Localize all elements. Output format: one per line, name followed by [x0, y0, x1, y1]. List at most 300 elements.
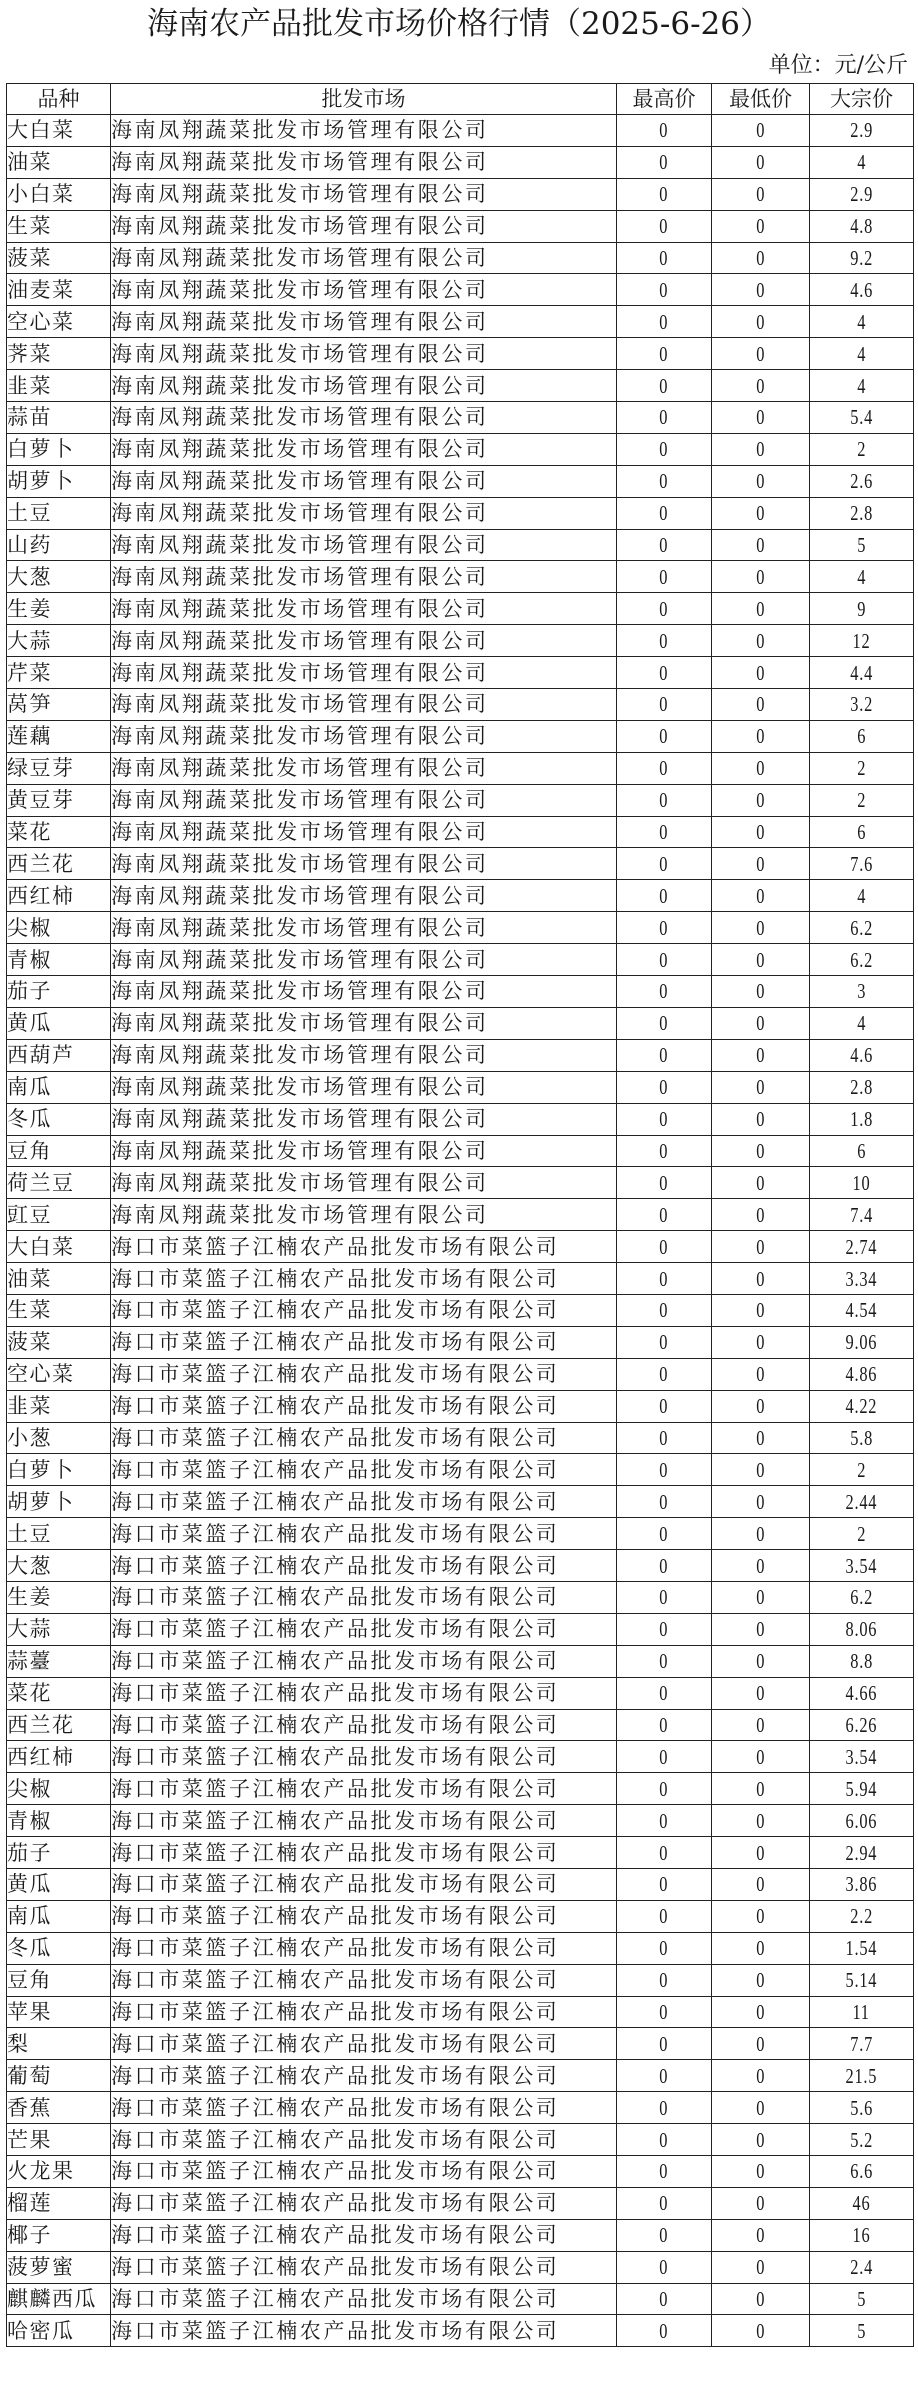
cell-bulk-price: [810, 115, 914, 147]
table-row: [7, 1677, 914, 1709]
high-price-value: 0: [659, 1394, 669, 1419]
low-price-value: 0: [756, 1170, 765, 1195]
low-price-value: 0: [756, 150, 765, 175]
high-price-value: 0: [659, 1330, 669, 1355]
cell-variety: 胡萝卜: [7, 465, 111, 497]
high-price-value: 0: [659, 628, 669, 653]
cell-low-price: [712, 1741, 810, 1773]
table-row: [7, 433, 914, 465]
cell-high-price: [617, 880, 712, 912]
high-price-value: 0: [659, 341, 669, 366]
cell-variety: 西兰花: [7, 1709, 111, 1741]
cell-variety: 火龙果: [7, 2156, 111, 2188]
cell-variety: 菜花: [7, 816, 111, 848]
table-row: [7, 1454, 914, 1486]
cell-variety: 空心菜: [7, 306, 111, 338]
cell-variety: 青椒: [7, 1805, 111, 1837]
cell-variety: 南瓜: [7, 1071, 111, 1103]
low-price-value: 0: [756, 1425, 765, 1450]
table-row: [7, 1996, 914, 2028]
cell-low-price: [712, 1199, 810, 1231]
cell-low-price: [712, 848, 810, 880]
cell-variety: 大葱: [7, 1550, 111, 1582]
cell-market: 海南凤翔蔬菜批发市场管理有限公司: [111, 689, 617, 721]
cell-variety: 黄瓜: [7, 1007, 111, 1039]
cell-variety: 胡萝卜: [7, 1486, 111, 1518]
cell-high-price: [617, 115, 712, 147]
bulk-price-value: 2.94: [845, 1840, 878, 1865]
low-price-value: 0: [756, 1999, 765, 2024]
high-price-value: 0: [659, 2318, 669, 2343]
bulk-price-value: 4: [857, 341, 866, 366]
cell-bulk-price: [810, 1454, 914, 1486]
bulk-price-value: 7.6: [850, 851, 873, 876]
low-price-value: 0: [756, 309, 765, 334]
cell-high-price: [617, 1837, 712, 1869]
table-row: [7, 1007, 914, 1039]
bulk-price-value: 8.06: [845, 1617, 878, 1642]
bulk-price-value: 5.94: [845, 1776, 878, 1801]
cell-variety: 蒜薹: [7, 1645, 111, 1677]
table-row: [7, 689, 914, 721]
low-price-value: 0: [756, 851, 765, 876]
bulk-price-value: 4.66: [845, 1681, 878, 1706]
cell-variety: 榴莲: [7, 2187, 111, 2219]
bulk-price-value: 9: [857, 596, 866, 621]
cell-low-price: [712, 1007, 810, 1039]
bulk-price-value: 16: [852, 2223, 871, 2248]
cell-variety: 冬瓜: [7, 1103, 111, 1135]
high-price-value: 0: [659, 883, 669, 908]
cell-market: 海口市菜篮子江楠农产品批发市场有限公司: [111, 1390, 617, 1422]
low-price-value: 0: [756, 883, 765, 908]
bulk-price-value: 5: [857, 533, 866, 558]
bulk-price-value: 3.2: [850, 692, 873, 717]
cell-high-price: [617, 146, 712, 178]
cell-low-price: [712, 146, 810, 178]
low-price-value: 0: [756, 501, 765, 526]
cell-market: 海南凤翔蔬菜批发市场管理有限公司: [111, 1199, 617, 1231]
bulk-price-value: 4.8: [850, 214, 873, 239]
table-row: [7, 1071, 914, 1103]
cell-variety: 土豆: [7, 1518, 111, 1550]
low-price-value: 0: [756, 1649, 765, 1674]
low-price-value: 0: [756, 1968, 765, 1993]
cell-variety: 荷兰豆: [7, 1167, 111, 1199]
cell-bulk-price: [810, 784, 914, 816]
cell-bulk-price: [810, 1581, 914, 1613]
table-row: [7, 848, 914, 880]
high-price-value: 0: [659, 1043, 669, 1068]
bulk-price-value: 2.2: [850, 1904, 873, 1929]
bulk-price-value: 2: [857, 756, 866, 781]
cell-bulk-price: [810, 657, 914, 689]
cell-bulk-price: [810, 1390, 914, 1422]
cell-low-price: [712, 402, 810, 434]
cell-high-price: [617, 274, 712, 306]
cell-market: 海口市菜篮子江楠农产品批发市场有限公司: [111, 2156, 617, 2188]
cell-low-price: [712, 1326, 810, 1358]
low-price-value: 0: [756, 1585, 765, 1610]
high-price-value: 0: [659, 2095, 669, 2120]
cell-bulk-price: [810, 1550, 914, 1582]
bulk-price-value: 4.22: [845, 1394, 878, 1419]
page-title: 海南农产品批发市场价格行情（2025-6-26）: [146, 6, 771, 42]
low-price-value: 0: [756, 788, 765, 813]
high-price-value: 0: [659, 405, 669, 430]
cell-high-price: [617, 1932, 712, 1964]
high-price-value: 0: [659, 820, 669, 845]
cell-bulk-price: [810, 1805, 914, 1837]
cell-bulk-price: [810, 402, 914, 434]
bulk-price-value: 4: [857, 1011, 866, 1036]
cell-market: 海口市菜篮子江楠农产品批发市场有限公司: [111, 1326, 617, 1358]
cell-market: 海口市菜篮子江楠农产品批发市场有限公司: [111, 1709, 617, 1741]
bulk-price-value: 3: [857, 979, 866, 1004]
high-price-value: 0: [659, 437, 669, 462]
cell-high-price: [617, 433, 712, 465]
table-row: [7, 2060, 914, 2092]
bulk-price-value: 2.4: [850, 2255, 873, 2280]
table-row: [7, 306, 914, 338]
low-price-value: 0: [756, 2255, 765, 2280]
header-high-price: 最高价: [617, 84, 712, 115]
cell-high-price: [617, 593, 712, 625]
cell-market: 海南凤翔蔬菜批发市场管理有限公司: [111, 593, 617, 625]
bulk-price-value: 4: [857, 883, 866, 908]
cell-bulk-price: [810, 1773, 914, 1805]
table-row: [7, 561, 914, 593]
table-row: [7, 657, 914, 689]
bulk-price-value: 6.2: [850, 915, 873, 940]
bulk-price-value: 4: [857, 564, 866, 589]
low-price-value: 0: [756, 1744, 765, 1769]
cell-variety: 西红柿: [7, 1741, 111, 1773]
table-row: [7, 1390, 914, 1422]
low-price-value: 0: [756, 1075, 765, 1100]
cell-low-price: [712, 2124, 810, 2156]
high-price-value: 0: [659, 788, 669, 813]
high-price-value: 0: [659, 1266, 669, 1291]
cell-low-price: [712, 115, 810, 147]
cell-high-price: [617, 529, 712, 561]
high-price-value: 0: [659, 501, 669, 526]
cell-variety: 菠菜: [7, 1326, 111, 1358]
high-price-value: 0: [659, 2223, 669, 2248]
low-price-value: 0: [756, 405, 765, 430]
cell-low-price: [712, 2315, 810, 2347]
bulk-price-value: 7.4: [850, 1202, 873, 1227]
high-price-value: 0: [659, 118, 669, 143]
cell-high-price: [617, 338, 712, 370]
cell-variety: 哈密瓜: [7, 2315, 111, 2347]
low-price-value: 0: [756, 1043, 765, 1068]
cell-high-price: [617, 2092, 712, 2124]
cell-low-price: [712, 338, 810, 370]
cell-high-price: [617, 848, 712, 880]
high-price-value: 0: [659, 1489, 669, 1514]
low-price-value: 0: [756, 1681, 765, 1706]
cell-variety: 芹菜: [7, 657, 111, 689]
cell-market: 海口市菜篮子江楠农产品批发市场有限公司: [111, 1932, 617, 1964]
cell-bulk-price: [810, 338, 914, 370]
bulk-price-value: 4.6: [850, 277, 873, 302]
cell-high-price: [617, 976, 712, 1008]
cell-high-price: [617, 2156, 712, 2188]
cell-high-price: [617, 2028, 712, 2060]
low-price-value: 0: [756, 1394, 765, 1419]
cell-low-price: [712, 1390, 810, 1422]
table-row: [7, 1294, 914, 1326]
cell-high-price: [617, 1263, 712, 1295]
low-price-value: 0: [756, 246, 765, 270]
cell-bulk-price: [810, 1486, 914, 1518]
cell-low-price: [712, 2283, 810, 2315]
high-price-value: 0: [659, 1234, 669, 1259]
low-price-value: 0: [756, 1840, 765, 1865]
high-price-value: 0: [659, 2255, 669, 2280]
cell-variety: 南瓜: [7, 1900, 111, 1932]
table-row: [7, 1868, 914, 1900]
cell-market: 海口市菜篮子江楠农产品批发市场有限公司: [111, 2060, 617, 2092]
low-price-value: 0: [756, 1138, 765, 1163]
cell-bulk-price: [810, 1039, 914, 1071]
bulk-price-value: 9.06: [845, 1330, 878, 1355]
low-price-value: 0: [756, 947, 765, 972]
cell-bulk-price: [810, 689, 914, 721]
table-row: [7, 1581, 914, 1613]
bulk-price-value: 2: [857, 437, 866, 462]
cell-bulk-price: [810, 944, 914, 976]
bulk-price-value: 6.2: [850, 947, 873, 972]
cell-low-price: [712, 529, 810, 561]
cell-market: 海口市菜篮子江楠农产品批发市场有限公司: [111, 1645, 617, 1677]
high-price-value: 0: [659, 851, 669, 876]
table-row: [7, 497, 914, 529]
cell-high-price: [617, 2060, 712, 2092]
cell-high-price: [617, 816, 712, 848]
bulk-price-value: 5: [857, 2287, 866, 2311]
cell-high-price: [617, 1039, 712, 1071]
cell-market: 海南凤翔蔬菜批发市场管理有限公司: [111, 1103, 617, 1135]
cell-bulk-price: [810, 848, 914, 880]
cell-market: 海口市菜篮子江楠农产品批发市场有限公司: [111, 1900, 617, 1932]
low-price-value: 0: [756, 915, 765, 940]
cell-market: 海南凤翔蔬菜批发市场管理有限公司: [111, 848, 617, 880]
cell-low-price: [712, 1454, 810, 1486]
table-row: [7, 976, 914, 1008]
cell-low-price: [712, 689, 810, 721]
low-price-value: 0: [756, 2159, 765, 2184]
high-price-value: 0: [659, 1744, 669, 1769]
cell-market: 海口市菜篮子江楠农产品批发市场有限公司: [111, 1773, 617, 1805]
cell-market: 海口市菜篮子江楠农产品批发市场有限公司: [111, 1581, 617, 1613]
cell-low-price: [712, 784, 810, 816]
low-price-value: 0: [756, 660, 765, 685]
table-row: [7, 2251, 914, 2283]
cell-market: 海南凤翔蔬菜批发市场管理有限公司: [111, 274, 617, 306]
cell-variety: 莴笋: [7, 689, 111, 721]
cell-high-price: [617, 2219, 712, 2251]
cell-variety: 椰子: [7, 2219, 111, 2251]
high-price-value: 0: [659, 1585, 669, 1610]
high-price-value: 0: [659, 756, 669, 781]
table-row: [7, 1103, 914, 1135]
cell-high-price: [617, 402, 712, 434]
bulk-price-value: 6: [857, 724, 866, 749]
bulk-price-value: 2: [857, 1457, 866, 1482]
cell-high-price: [617, 1996, 712, 2028]
table-header: [7, 84, 914, 115]
bulk-price-value: 3.34: [845, 1266, 878, 1291]
bulk-price-value: 2.9: [850, 118, 873, 143]
cell-market: 海南凤翔蔬菜批发市场管理有限公司: [111, 178, 617, 210]
cell-variety: 大蒜: [7, 625, 111, 657]
table-row: [7, 115, 914, 147]
cell-bulk-price: [810, 1167, 914, 1199]
cell-low-price: [712, 306, 810, 338]
cell-market: 海口市菜篮子江楠农产品批发市场有限公司: [111, 1263, 617, 1295]
cell-market: 海口市菜篮子江楠农产品批发市场有限公司: [111, 1454, 617, 1486]
high-price-value: 0: [659, 1362, 669, 1387]
low-price-value: 0: [756, 1107, 765, 1132]
table-row: [7, 1773, 914, 1805]
table-row: [7, 1518, 914, 1550]
cell-variety: 土豆: [7, 497, 111, 529]
cell-bulk-price: [810, 306, 914, 338]
low-price-value: 0: [756, 1234, 765, 1259]
cell-low-price: [712, 1486, 810, 1518]
low-price-value: 0: [756, 1362, 765, 1387]
low-price-value: 0: [756, 1936, 765, 1961]
table-row: [7, 2028, 914, 2060]
cell-low-price: [712, 1294, 810, 1326]
high-price-value: 0: [659, 1936, 669, 1961]
low-price-value: 0: [756, 692, 765, 717]
table-body: [7, 115, 914, 2347]
low-price-value: 0: [756, 1904, 765, 1929]
cell-bulk-price: [810, 1199, 914, 1231]
cell-market: 海南凤翔蔬菜批发市场管理有限公司: [111, 402, 617, 434]
high-price-value: 0: [659, 692, 669, 717]
cell-low-price: [712, 1868, 810, 1900]
cell-variety: 苹果: [7, 1996, 111, 2028]
table-row: [7, 1135, 914, 1167]
cell-market: 海口市菜篮子江楠农产品批发市场有限公司: [111, 2283, 617, 2315]
cell-market: 海南凤翔蔬菜批发市场管理有限公司: [111, 370, 617, 402]
high-price-value: 0: [659, 469, 669, 494]
cell-market: 海口市菜篮子江楠农产品批发市场有限公司: [111, 2219, 617, 2251]
cell-bulk-price: [810, 529, 914, 561]
low-price-value: 0: [756, 214, 765, 239]
high-price-value: 0: [659, 1872, 669, 1897]
table-row: [7, 1613, 914, 1645]
high-price-value: 0: [659, 1681, 669, 1706]
bulk-price-value: 5: [857, 2318, 866, 2343]
cell-bulk-price: [810, 1518, 914, 1550]
cell-high-price: [617, 465, 712, 497]
bulk-price-value: 12: [852, 628, 871, 653]
high-price-value: 0: [659, 1840, 669, 1865]
low-price-value: 0: [756, 1298, 765, 1323]
cell-bulk-price: [810, 593, 914, 625]
cell-bulk-price: [810, 242, 914, 274]
cell-high-price: [617, 1709, 712, 1741]
table-row: [7, 1199, 914, 1231]
low-price-value: 0: [756, 2191, 765, 2216]
table-row: [7, 1645, 914, 1677]
high-price-value: 0: [659, 1075, 669, 1100]
bulk-price-value: 5.2: [850, 2127, 873, 2152]
header-bulk-price: 大宗价: [810, 84, 914, 115]
table-row: [7, 1422, 914, 1454]
table-row: [7, 2187, 914, 2219]
high-price-value: 0: [659, 564, 669, 589]
table-row: [7, 210, 914, 242]
cell-low-price: [712, 1263, 810, 1295]
low-price-value: 0: [756, 2287, 765, 2311]
table-row: [7, 2283, 914, 2315]
cell-high-price: [617, 784, 712, 816]
table-row: [7, 2315, 914, 2347]
bulk-price-value: 4.86: [845, 1362, 878, 1387]
cell-variety: 黄瓜: [7, 1868, 111, 1900]
cell-market: 海口市菜篮子江楠农产品批发市场有限公司: [111, 1996, 617, 2028]
high-price-value: 0: [659, 1968, 669, 1993]
high-price-value: 0: [659, 373, 669, 398]
cell-market: 海口市菜篮子江楠农产品批发市场有限公司: [111, 2251, 617, 2283]
cell-high-price: [617, 1454, 712, 1486]
cell-market: 海南凤翔蔬菜批发市场管理有限公司: [111, 433, 617, 465]
bulk-price-value: 4.4: [850, 660, 873, 685]
table-row: [7, 752, 914, 784]
high-price-value: 0: [659, 1170, 669, 1195]
cell-low-price: [712, 1039, 810, 1071]
bulk-price-value: 2.6: [850, 469, 873, 494]
cell-low-price: [712, 1071, 810, 1103]
high-price-value: 0: [659, 2159, 669, 2184]
cell-variety: 芒果: [7, 2124, 111, 2156]
cell-market: 海南凤翔蔬菜批发市场管理有限公司: [111, 880, 617, 912]
low-price-value: 0: [756, 373, 765, 398]
cell-high-price: [617, 689, 712, 721]
bulk-price-value: 6.26: [845, 1712, 878, 1737]
bulk-price-value: 5.4: [850, 405, 873, 430]
cell-variety: 山药: [7, 529, 111, 561]
cell-variety: 大葱: [7, 561, 111, 593]
bulk-price-value: 3.54: [845, 1553, 878, 1578]
cell-bulk-price: [810, 1071, 914, 1103]
high-price-value: 0: [659, 979, 669, 1004]
table-row: [7, 1486, 914, 1518]
high-price-value: 0: [659, 214, 669, 239]
cell-variety: 西兰花: [7, 848, 111, 880]
cell-market: 海口市菜篮子江楠农产品批发市场有限公司: [111, 1964, 617, 1996]
high-price-value: 0: [659, 596, 669, 621]
cell-low-price: [712, 880, 810, 912]
table-row: [7, 1837, 914, 1869]
cell-high-price: [617, 210, 712, 242]
table-row: [7, 2219, 914, 2251]
bulk-price-value: 7.7: [850, 2031, 873, 2056]
cell-variety: 冬瓜: [7, 1932, 111, 1964]
cell-high-price: [617, 752, 712, 784]
high-price-value: 0: [659, 1457, 669, 1482]
high-price-value: 0: [659, 1011, 669, 1036]
cell-low-price: [712, 1231, 810, 1263]
cell-variety: 豆角: [7, 1964, 111, 1996]
cell-high-price: [617, 2187, 712, 2219]
